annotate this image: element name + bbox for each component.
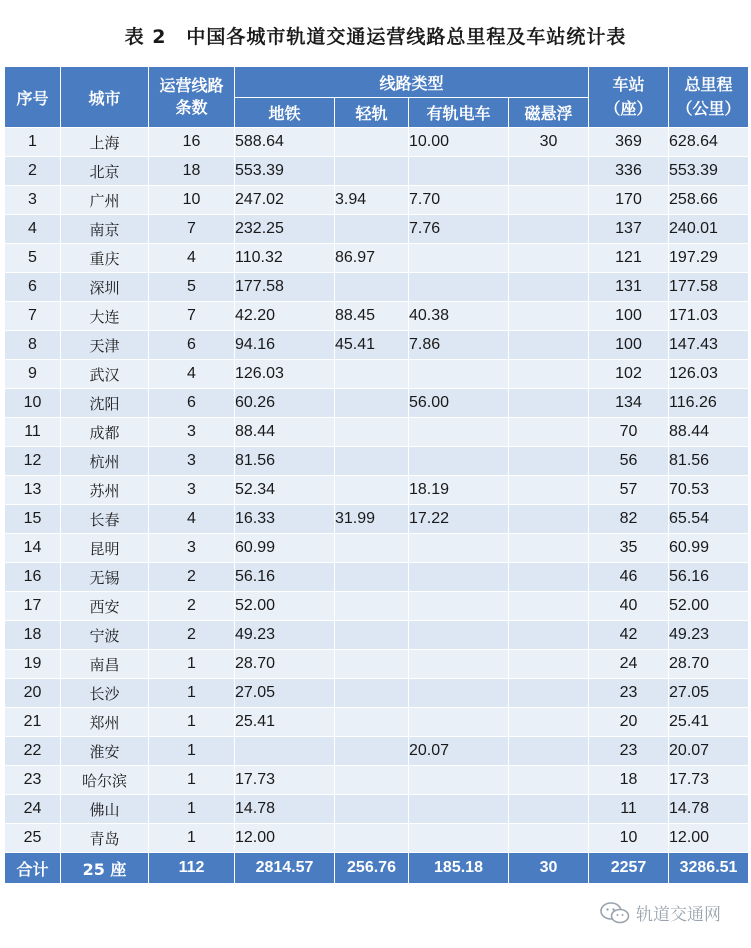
cell-total: 116.26 — [669, 389, 749, 418]
table-body — [5, 128, 749, 853]
table-row — [5, 766, 749, 795]
cell-maglev — [509, 476, 589, 505]
table-row — [5, 389, 749, 418]
cell-light-rail — [335, 650, 409, 679]
cell-seq: 23 — [5, 766, 61, 795]
cell-light-rail — [335, 795, 409, 824]
cell-metro: 49.23 — [235, 621, 335, 650]
statistics-table — [4, 66, 749, 884]
cell-seq: 5 — [5, 244, 61, 273]
cell-lines: 3 — [149, 418, 235, 447]
cell-lines: 1 — [149, 795, 235, 824]
cell-lines: 2 — [149, 563, 235, 592]
cell-total: 240.01 — [669, 215, 749, 244]
cell-metro: 94.16 — [235, 331, 335, 360]
total-stations: 2257 — [589, 853, 669, 884]
cell-total: 65.54 — [669, 505, 749, 534]
cell-total: 56.16 — [669, 563, 749, 592]
cell-tram — [409, 418, 509, 447]
cell-light-rail — [335, 476, 409, 505]
cell-tram: 18.19 — [409, 476, 509, 505]
cell-maglev — [509, 244, 589, 273]
cell-light-rail — [335, 389, 409, 418]
cell-lines: 1 — [149, 679, 235, 708]
cell-metro: 247.02 — [235, 186, 335, 215]
cell-city: 无锡 — [61, 563, 149, 592]
header-total-text: 总里程（公里） — [676, 75, 741, 118]
cell-metro: 232.25 — [235, 215, 335, 244]
cell-stations: 46 — [589, 563, 669, 592]
cell-total: 20.07 — [669, 737, 749, 766]
cell-tram: 7.86 — [409, 331, 509, 360]
wechat-icon — [600, 902, 630, 924]
header-metro: 地铁 — [235, 98, 335, 128]
cell-metro — [235, 737, 335, 766]
watermark — [600, 900, 721, 925]
cell-lines: 4 — [149, 360, 235, 389]
cell-stations: 23 — [589, 737, 669, 766]
total-label: 合计 — [5, 853, 61, 884]
table-row — [5, 302, 749, 331]
cell-metro: 28.70 — [235, 650, 335, 679]
cell-seq: 4 — [5, 215, 61, 244]
cell-lines: 4 — [149, 505, 235, 534]
cell-total: 126.03 — [669, 360, 749, 389]
cell-tram — [409, 592, 509, 621]
cell-total: 52.00 — [669, 592, 749, 621]
header-seq: 序号 — [5, 67, 61, 128]
cell-tram: 40.38 — [409, 302, 509, 331]
total-city-count: 25 座 — [61, 853, 149, 884]
cell-metro: 14.78 — [235, 795, 335, 824]
cell-light-rail — [335, 708, 409, 737]
table-row — [5, 128, 749, 157]
cell-maglev — [509, 795, 589, 824]
cell-maglev — [509, 534, 589, 563]
cell-city: 广州 — [61, 186, 149, 215]
cell-metro: 16.33 — [235, 505, 335, 534]
cell-city: 西安 — [61, 592, 149, 621]
cell-seq: 13 — [5, 476, 61, 505]
cell-total: 60.99 — [669, 534, 749, 563]
cell-metro: 17.73 — [235, 766, 335, 795]
cell-stations: 137 — [589, 215, 669, 244]
cell-lines: 6 — [149, 389, 235, 418]
cell-stations: 369 — [589, 128, 669, 157]
cell-light-rail — [335, 766, 409, 795]
cell-light-rail — [335, 447, 409, 476]
cell-seq: 1 — [5, 128, 61, 157]
cell-tram: 7.76 — [409, 215, 509, 244]
cell-metro: 110.32 — [235, 244, 335, 273]
cell-total: 81.56 — [669, 447, 749, 476]
cell-stations: 57 — [589, 476, 669, 505]
cell-city: 佛山 — [61, 795, 149, 824]
cell-stations: 134 — [589, 389, 669, 418]
cell-maglev — [509, 389, 589, 418]
cell-tram — [409, 244, 509, 273]
cell-metro: 42.20 — [235, 302, 335, 331]
cell-maglev — [509, 679, 589, 708]
cell-seq: 16 — [5, 563, 61, 592]
cell-maglev — [509, 186, 589, 215]
cell-seq: 18 — [5, 621, 61, 650]
header-total — [669, 67, 749, 128]
cell-total: 628.64 — [669, 128, 749, 157]
cell-light-rail: 86.97 — [335, 244, 409, 273]
cell-light-rail — [335, 157, 409, 186]
cell-maglev — [509, 273, 589, 302]
cell-stations: 40 — [589, 592, 669, 621]
header-lines-text: 运营线路条数 — [159, 76, 224, 117]
cell-light-rail — [335, 273, 409, 302]
table-row — [5, 795, 749, 824]
cell-city: 成都 — [61, 418, 149, 447]
cell-tram — [409, 534, 509, 563]
cell-stations: 100 — [589, 302, 669, 331]
header-maglev: 磁悬浮 — [509, 98, 589, 128]
cell-city: 重庆 — [61, 244, 149, 273]
cell-seq: 22 — [5, 737, 61, 766]
cell-city: 北京 — [61, 157, 149, 186]
cell-lines: 2 — [149, 592, 235, 621]
cell-total: 88.44 — [669, 418, 749, 447]
cell-tram — [409, 273, 509, 302]
cell-tram — [409, 708, 509, 737]
cell-tram — [409, 766, 509, 795]
cell-city: 杭州 — [61, 447, 149, 476]
cell-total: 171.03 — [669, 302, 749, 331]
cell-city: 沈阳 — [61, 389, 149, 418]
watermark-text: 轨道交通网 — [636, 905, 721, 925]
cell-seq: 19 — [5, 650, 61, 679]
cell-total: 197.29 — [669, 244, 749, 273]
cell-light-rail — [335, 215, 409, 244]
cell-city: 大连 — [61, 302, 149, 331]
cell-stations: 10 — [589, 824, 669, 853]
header-stations-text: 车站（座） — [604, 75, 653, 118]
cell-light-rail — [335, 563, 409, 592]
cell-tram — [409, 679, 509, 708]
cell-city: 南京 — [61, 215, 149, 244]
total-row — [5, 853, 749, 884]
table-row — [5, 534, 749, 563]
header-light-rail: 轻轨 — [335, 98, 409, 128]
total-metro: 2814.57 — [235, 853, 335, 884]
table-row — [5, 447, 749, 476]
cell-city: 昆明 — [61, 534, 149, 563]
header-stations — [589, 67, 669, 128]
cell-tram: 20.07 — [409, 737, 509, 766]
cell-metro: 177.58 — [235, 273, 335, 302]
total-maglev: 30 — [509, 853, 589, 884]
cell-maglev — [509, 215, 589, 244]
cell-total: 12.00 — [669, 824, 749, 853]
cell-lines: 1 — [149, 708, 235, 737]
cell-metro: 27.05 — [235, 679, 335, 708]
table-row — [5, 186, 749, 215]
cell-seq: 9 — [5, 360, 61, 389]
cell-light-rail — [335, 737, 409, 766]
cell-tram — [409, 447, 509, 476]
cell-maglev — [509, 708, 589, 737]
cell-maglev — [509, 505, 589, 534]
cell-total: 17.73 — [669, 766, 749, 795]
cell-total: 27.05 — [669, 679, 749, 708]
cell-maglev — [509, 331, 589, 360]
header-tram: 有轨电车 — [409, 98, 509, 128]
cell-seq: 3 — [5, 186, 61, 215]
cell-maglev — [509, 824, 589, 853]
cell-maglev — [509, 766, 589, 795]
cell-seq: 15 — [5, 505, 61, 534]
cell-seq: 25 — [5, 824, 61, 853]
cell-tram — [409, 360, 509, 389]
cell-lines: 16 — [149, 128, 235, 157]
total-mileage: 3286.51 — [669, 853, 749, 884]
cell-light-rail — [335, 592, 409, 621]
cell-light-rail — [335, 621, 409, 650]
cell-lines: 10 — [149, 186, 235, 215]
table-row — [5, 708, 749, 737]
cell-seq: 24 — [5, 795, 61, 824]
cell-maglev: 30 — [509, 128, 589, 157]
cell-light-rail — [335, 824, 409, 853]
cell-maglev — [509, 447, 589, 476]
cell-metro: 588.64 — [235, 128, 335, 157]
cell-light-rail: 3.94 — [335, 186, 409, 215]
cell-tram: 10.00 — [409, 128, 509, 157]
cell-stations: 42 — [589, 621, 669, 650]
cell-stations: 336 — [589, 157, 669, 186]
cell-stations: 20 — [589, 708, 669, 737]
cell-stations: 35 — [589, 534, 669, 563]
cell-city: 长沙 — [61, 679, 149, 708]
table-row — [5, 476, 749, 505]
cell-stations: 131 — [589, 273, 669, 302]
cell-seq: 10 — [5, 389, 61, 418]
cell-lines: 3 — [149, 534, 235, 563]
cell-city: 青岛 — [61, 824, 149, 853]
cell-stations: 102 — [589, 360, 669, 389]
cell-light-rail — [335, 128, 409, 157]
cell-stations: 100 — [589, 331, 669, 360]
cell-stations: 121 — [589, 244, 669, 273]
table-row — [5, 418, 749, 447]
cell-lines: 6 — [149, 331, 235, 360]
cell-metro: 56.16 — [235, 563, 335, 592]
cell-metro: 12.00 — [235, 824, 335, 853]
total-light-rail: 256.76 — [335, 853, 409, 884]
cell-tram: 17.22 — [409, 505, 509, 534]
cell-lines: 18 — [149, 157, 235, 186]
cell-lines: 5 — [149, 273, 235, 302]
cell-tram: 56.00 — [409, 389, 509, 418]
cell-stations: 82 — [589, 505, 669, 534]
total-tram: 185.18 — [409, 853, 509, 884]
cell-stations: 23 — [589, 679, 669, 708]
cell-light-rail — [335, 679, 409, 708]
cell-maglev — [509, 650, 589, 679]
cell-seq: 6 — [5, 273, 61, 302]
cell-city: 淮安 — [61, 737, 149, 766]
cell-light-rail — [335, 360, 409, 389]
cell-seq: 21 — [5, 708, 61, 737]
cell-light-rail: 88.45 — [335, 302, 409, 331]
cell-maglev — [509, 157, 589, 186]
cell-stations: 70 — [589, 418, 669, 447]
cell-lines: 7 — [149, 302, 235, 331]
table-row — [5, 331, 749, 360]
total-lines: 112 — [149, 853, 235, 884]
table-row — [5, 679, 749, 708]
cell-maglev — [509, 563, 589, 592]
cell-city: 深圳 — [61, 273, 149, 302]
cell-seq: 20 — [5, 679, 61, 708]
cell-maglev — [509, 737, 589, 766]
cell-maglev — [509, 418, 589, 447]
cell-tram — [409, 650, 509, 679]
table-title: 表 2 中国各城市轨道交通运营线路总里程及车站统计表 — [124, 26, 627, 48]
cell-maglev — [509, 360, 589, 389]
cell-metro: 126.03 — [235, 360, 335, 389]
cell-city: 上海 — [61, 128, 149, 157]
cell-total: 147.43 — [669, 331, 749, 360]
cell-city: 郑州 — [61, 708, 149, 737]
cell-tram — [409, 157, 509, 186]
table-row — [5, 737, 749, 766]
header-line-types: 线路类型 — [235, 67, 589, 98]
cell-metro: 52.34 — [235, 476, 335, 505]
cell-metro: 25.41 — [235, 708, 335, 737]
cell-light-rail — [335, 418, 409, 447]
cell-metro: 553.39 — [235, 157, 335, 186]
cell-lines: 1 — [149, 737, 235, 766]
cell-city: 天津 — [61, 331, 149, 360]
table-row — [5, 592, 749, 621]
cell-city: 长春 — [61, 505, 149, 534]
header-lines — [149, 67, 235, 128]
cell-seq: 2 — [5, 157, 61, 186]
cell-lines: 4 — [149, 244, 235, 273]
cell-seq: 11 — [5, 418, 61, 447]
table-row — [5, 273, 749, 302]
cell-stations: 56 — [589, 447, 669, 476]
cell-city: 南昌 — [61, 650, 149, 679]
cell-city: 武汉 — [61, 360, 149, 389]
cell-total: 553.39 — [669, 157, 749, 186]
cell-metro: 60.26 — [235, 389, 335, 418]
cell-total: 14.78 — [669, 795, 749, 824]
cell-total: 177.58 — [669, 273, 749, 302]
table-row — [5, 650, 749, 679]
cell-metro: 60.99 — [235, 534, 335, 563]
cell-lines: 7 — [149, 215, 235, 244]
cell-lines: 1 — [149, 824, 235, 853]
cell-total: 258.66 — [669, 186, 749, 215]
cell-maglev — [509, 621, 589, 650]
cell-total: 49.23 — [669, 621, 749, 650]
cell-total: 28.70 — [669, 650, 749, 679]
table-row — [5, 360, 749, 389]
cell-tram — [409, 824, 509, 853]
cell-maglev — [509, 592, 589, 621]
cell-seq: 12 — [5, 447, 61, 476]
cell-tram: 7.70 — [409, 186, 509, 215]
cell-tram — [409, 795, 509, 824]
cell-metro: 81.56 — [235, 447, 335, 476]
table-row — [5, 563, 749, 592]
table-row — [5, 157, 749, 186]
cell-stations: 170 — [589, 186, 669, 215]
cell-metro: 88.44 — [235, 418, 335, 447]
cell-stations: 24 — [589, 650, 669, 679]
cell-seq: 17 — [5, 592, 61, 621]
cell-lines: 2 — [149, 621, 235, 650]
cell-lines: 3 — [149, 447, 235, 476]
cell-total: 25.41 — [669, 708, 749, 737]
cell-metro: 52.00 — [235, 592, 335, 621]
cell-light-rail: 45.41 — [335, 331, 409, 360]
cell-light-rail — [335, 534, 409, 563]
cell-tram — [409, 563, 509, 592]
cell-stations: 11 — [589, 795, 669, 824]
cell-seq: 7 — [5, 302, 61, 331]
cell-maglev — [509, 302, 589, 331]
table-row — [5, 244, 749, 273]
cell-lines: 1 — [149, 766, 235, 795]
cell-city: 宁波 — [61, 621, 149, 650]
cell-tram — [409, 621, 509, 650]
cell-city: 哈尔滨 — [61, 766, 149, 795]
table-row — [5, 621, 749, 650]
cell-lines: 1 — [149, 650, 235, 679]
header-city: 城市 — [61, 67, 149, 128]
table-row — [5, 215, 749, 244]
cell-lines: 3 — [149, 476, 235, 505]
cell-seq: 14 — [5, 534, 61, 563]
cell-seq: 8 — [5, 331, 61, 360]
table-row — [5, 824, 749, 853]
cell-stations: 18 — [589, 766, 669, 795]
table-row — [5, 505, 749, 534]
cell-light-rail: 31.99 — [335, 505, 409, 534]
cell-total: 70.53 — [669, 476, 749, 505]
cell-city: 苏州 — [61, 476, 149, 505]
